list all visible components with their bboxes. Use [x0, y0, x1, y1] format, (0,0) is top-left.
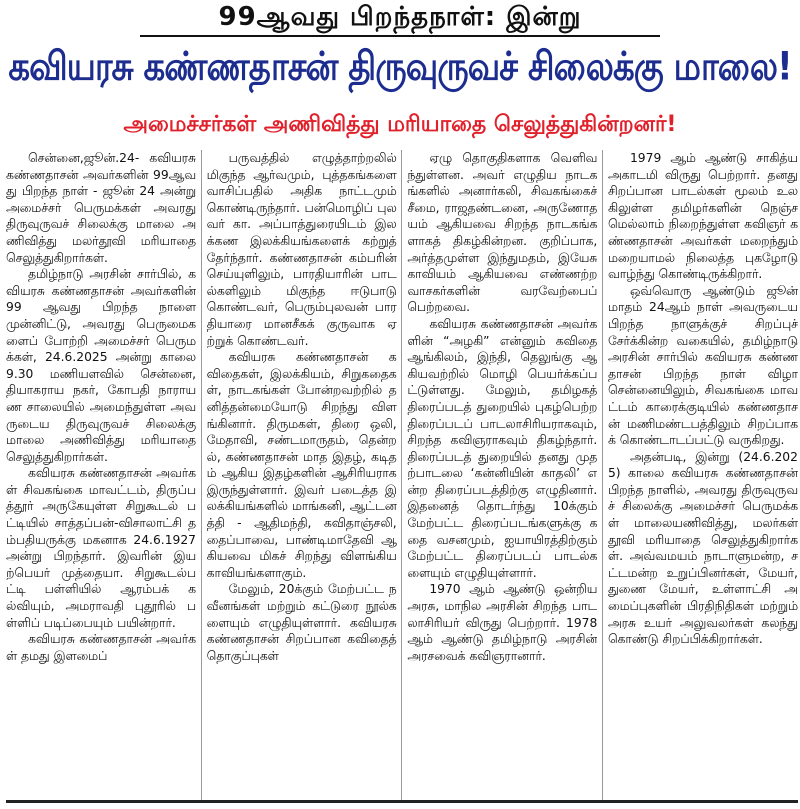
- column-divider: [401, 150, 402, 800]
- article-paragraph: கவியரசு கண்ணதாசன் அவர்கள் தமது இளமைப்: [6, 632, 196, 663]
- article-paragraph: ஏழு தொகுதிகளாக வெளிவந்துள்ளன. அவர் எழுதிய நாடகங்களில் அனார்கலி, சிவகங்கைச் சீமை, ராஜதண்டனை, அருணோதயம் ஆகியவை சிறந்த நாடகங்களாகத் திகழ்கின்றன. குறிப்பாக, அர்த்தமுள்ள இந்துமதம், இயேசு காவியம் ஆகியவை எண்ணற்ற வாசகர்களின் வரவேற்பைப் பெற்றவை.: [407, 151, 598, 315]
- article-column-3: [407, 150, 597, 800]
- article-paragraph: கவியரசு கண்ணதாசன் அவர்களின் “அழகி” என்னும் கவிதை ஆங்கிலம், இந்தி, தெலுங்கு ஆகியவற்றில் மொழி பெயர்க்கப்பட்டுள்ளது. மேலும், தமிழகத் திரைப்படத் துறையில் புகழ்பெற்ற திரைப்படப் பாடலாசிரியராகவும், சிறந்த கவிஞராகவும் திகழ்ந்தார். திரைப்படத் துறையில் தனது முதற்பாடலை ‘கன்னியின் காதலி’ என்ற திரைப்படத்திற்கு எழுதினார். இதனைத் தொடர்ந்து 10க்கும் மேற்பட்ட திரைப்படங்களுக்கு கதை வசனமும், ஐயாயிரத்திற்கும் மேற்பட்ட திரைப்படப் பாடல்களையும் எழுதியுள்ளார்.: [407, 316, 598, 580]
- article-paragraph: பருவத்தில் எழுத்தாற்றலில் மிகுந்த ஆர்வமும், புத்தகங்களை வாசிப்பதில் அதிக நாட்டமும் கொண்டிருந்தார். பன்மொழிப் புலவர் கா. அப்பாத்துரையிடம் இலக்கண இலக்கியங்களைக் கற்றுத் தேர்ந்தார். கண்ணதாசன் கம்பரின் செய்யுளிலும், பாரதியாரின் பாடல்களிலும் மிகுந்த ஈடுபாடு கொண்டவர், பெரும்புலவன் பாரதியாரை மானசீகக் குருவாக ஏற்றுக் கொண்டவர்.: [206, 151, 397, 348]
- article-column-2: [207, 150, 397, 800]
- article-paragraph: தமிழ்நாடு அரசின் சார்பில், கவியரசு கண்ணதாசன் அவர்களின் 99 ஆவது பிறந்த நாளை முன்னிட்டு, அவரது பெருமைகளைப் போற்றி அமைச்சர் பெருமக்கள், 24.6.2025 அன்று காலை 9.30 மணியளவில் சென்னை, தியாகராய நகர், கோபதி நாராயண சாலையில் அமைந்துள்ள அவருடைய திருவுருவச் சிலைக்கு மாலை அணிவித்து மரியாதை செலுத்துகிறார்கள்.: [6, 267, 196, 464]
- column-divider: [201, 150, 202, 800]
- article-paragraph: 1970 ஆம் ஆண்டு ஒன்றிய அரசு, மாநில அரசின் சிறந்த பாடலாசிரியர் விருது பெற்றார். 1978 ஆம் ஆண்டு தமிழ்நாடு அரசின் அரசவைக் கவிஞரானார்.: [407, 582, 598, 663]
- headline: கவியரசு கண்ணதாசன் திருவுருவச் சிலைக்கு மாலை!: [8, 44, 792, 90]
- article-paragraph: கவியரசு கண்ணதாசன் கவிதைகள், இலக்கியம், சிறுகதைகள், நாடகங்கள் போன்றவற்றில் தனித்தன்மையோடு சிறந்து விளங்கினார். திருமகள், திரை ஒலி, மேதாவி, சண்டமாருதம், தென்றல், கண்ணதாசன் மாத இதழ், கடிதம் ஆகிய இதழ்களின் ஆசிரியராக இருந்துள்ளார். இவர் படைத்த இலக்கியங்களில் மாங்கனி, ஆட்டனத்தி - ஆதிமந்தி, கவிதாஞ்சலி, தைப்பாவை, பாண்டிமாதேவி ஆகியவை மிகச் சிறந்து விளங்கிய காவியங்களாகும்.: [206, 350, 397, 580]
- article-paragraph: சென்னை,ஜூன்.24- கவியரசு கண்ணதாசன் அவர்களின் 99ஆவது பிறந்த நாள் - ஜூன் 24 அன்று அமைச்சர் பெருமக்கள் அவரது திருவுருவச் சிலைக்கு மாலை அணிவித்து மலர்தூவி மரியாதை செலுத்துகிறார்கள்.: [6, 151, 196, 265]
- article-body: [6, 150, 798, 800]
- article-column-1: [6, 150, 196, 800]
- article-paragraph: கவியரசு கண்ணதாசன் அவர்கள் சிவகங்கை மாவட்டம், திருப்பத்தூர் அருகேயுள்ள சிறுகூடல் பட்டியில் சாத்தப்பன்-விசாலாட்சி தம்பதியருக்கு மகனாக 24.6.1927 அன்று பிறந்தார். இவரின் இயற்பெயர் முத்தையா. சிறுகூடல்பட்டி பள்ளியில் ஆரம்பக் கல்வியும், அமராவதி புதூரில் பள்ளிப் படிப்பையும் பயின்றார்.: [6, 466, 196, 630]
- article-paragraph: மேலும், 20க்கும் மேற்பட்ட நவீனங்கள் மற்றும் கட்டுரை நூல்களையும் எழுதியுள்ளார். கவியரசு கண்ணதாசன் சிறப்பான கவிதைத் தொகுப்புகள்: [206, 582, 397, 663]
- column-divider: [602, 150, 603, 800]
- subheadline: அமைச்சர்கள் அணிவித்து மரியாதை செலுத்துகின்றனர்!: [123, 112, 677, 137]
- article-column-4: [608, 150, 798, 800]
- kicker-title: 99ஆவது பிறந்தநாள்: இன்று: [218, 2, 582, 32]
- article-paragraph: அதன்படி, இன்று (24.6.2025) காலை கவியரசு கண்ணதாசன் பிறந்த நாளில், அவரது திருவுருவச் சிலைக்கு அமைச்சர் பெருமக்கள் மாலையணிவித்து, மலர்கள் தூவி மரியாதை செலுத்துகிறார்கள். அவ்வமயம் நாடாளுமன்ற, சட்டமன்ற உறுப்பினர்கள், மேயர், துணை மேயர், உள்ளாட்சி அமைப்புகளின் பிரதிநிதிகள் மற்றும் அரசு உயர் அலுவலர்கள் கலந்து கொண்டு சிறப்பிக்கிறார்கள்.: [607, 449, 798, 647]
- bottom-border: [6, 800, 798, 803]
- article-paragraph: ஒவ்வொரு ஆண்டும் ஜூன் மாதம் 24ஆம் நாள் அவருடைய பிறந்த நாளுக்குச் சிறப்புச் சேர்க்கின்ற வகையில், தமிழ்நாடு அரசின் சார்பில் கவியரசு கண்ணதாசன் பிறந்த நாள் விழா சென்னையிலும், சிவகங்கை மாவட்டம் காரைக்குடியில் கண்ணதாசன் மணிமண்டபத்திலும் சிறப்பாகக் கொண்டாடப்பட்டு வருகிறது.: [607, 283, 798, 448]
- kicker-underline: [140, 35, 660, 37]
- article-paragraph: 1979 ஆம் ஆண்டு சாகித்ய அகாடமி விருது பெற்றார். தனது சிறப்பான பாடல்கள் மூலம் உலகிலுள்ள தமிழர்களின் நெஞ்சமெல்லாம் நிறைந்துள்ள கவிஞர் கண்ணதாசன் அவர்கள் மறைந்தும் மறையாமல் நிலைத்த புகழோடு வாழ்ந்து கொண்டிருக்கிறார்.: [607, 151, 798, 282]
